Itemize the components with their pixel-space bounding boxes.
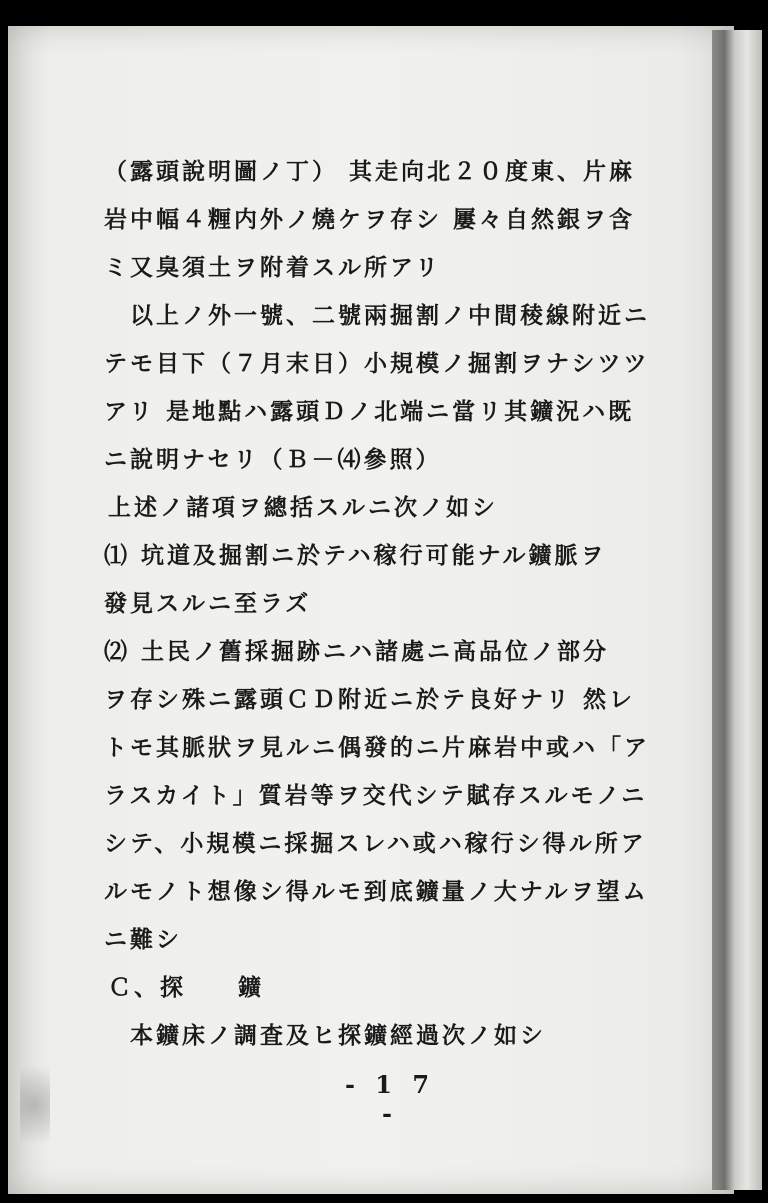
section-heading: Ｃ、探 鑛 [108,974,264,1001]
text-line: （露頭說明圖ノ丁） 其走向北２０度東、片麻 [104,158,636,185]
text-line: ヲ存シ殊ニ露頭ＣＤ附近ニ於テ良好ナリ 然レ [104,686,636,713]
body-text [104,148,684,1060]
text-line: ニ難シ [104,926,182,953]
stain-mark [20,1050,50,1160]
text-line: ラスカイト」質岩等ヲ交代シテ賦存スルモノニ [104,782,648,809]
text-line: 本鑛床ノ調査及ヒ探鑛經過次ノ如シ [130,1022,546,1049]
text-line: 發見スルニ至ラズ [104,590,312,617]
page-edge-shadow [712,30,762,1190]
text-line: シテ、小規模ニ採掘スレハ或ハ稼行シ得ル所ア [104,830,647,857]
text-line: 上述ノ諸項ヲ總括スルニ次ノ如シ [108,494,498,521]
text-line: ミ又臭須土ヲ附着スル所アリ [104,254,442,281]
text-line: アリ 是地點ハ露頭Ｄノ北端ニ當リ其鑛況ハ既 [104,398,635,425]
text-line: 岩中幅４糎内外ノ燒ケヲ存シ 屢々自然銀ヲ含 [104,206,636,233]
text-line: トモ其脈狀ヲ見ルニ偶發的ニ片麻岩中或ハ「ア [104,734,650,761]
text-line: テモ目下（７月末日）小規模ノ掘割ヲナシツツ [104,350,650,377]
list-item: ⑴ 坑道及掘割ニ於テハ稼行可能ナル鑛脈ヲ [104,542,607,569]
list-item: ⑵ 土民ノ舊採掘跡ニハ諸處ニ高品位ノ部分 [104,638,610,665]
text-line: 以上ノ外一號、二號兩掘割ノ中間稜線附近ニ [130,302,650,329]
text-line: ニ說明ナセリ（Ｂ－⑷參照） [104,446,442,473]
text-line: ルモノト想像シ得ルモ到底鑛量ノ大ナルヲ望ム [104,878,649,905]
page-number: - 1 7 - [344,1070,436,1128]
